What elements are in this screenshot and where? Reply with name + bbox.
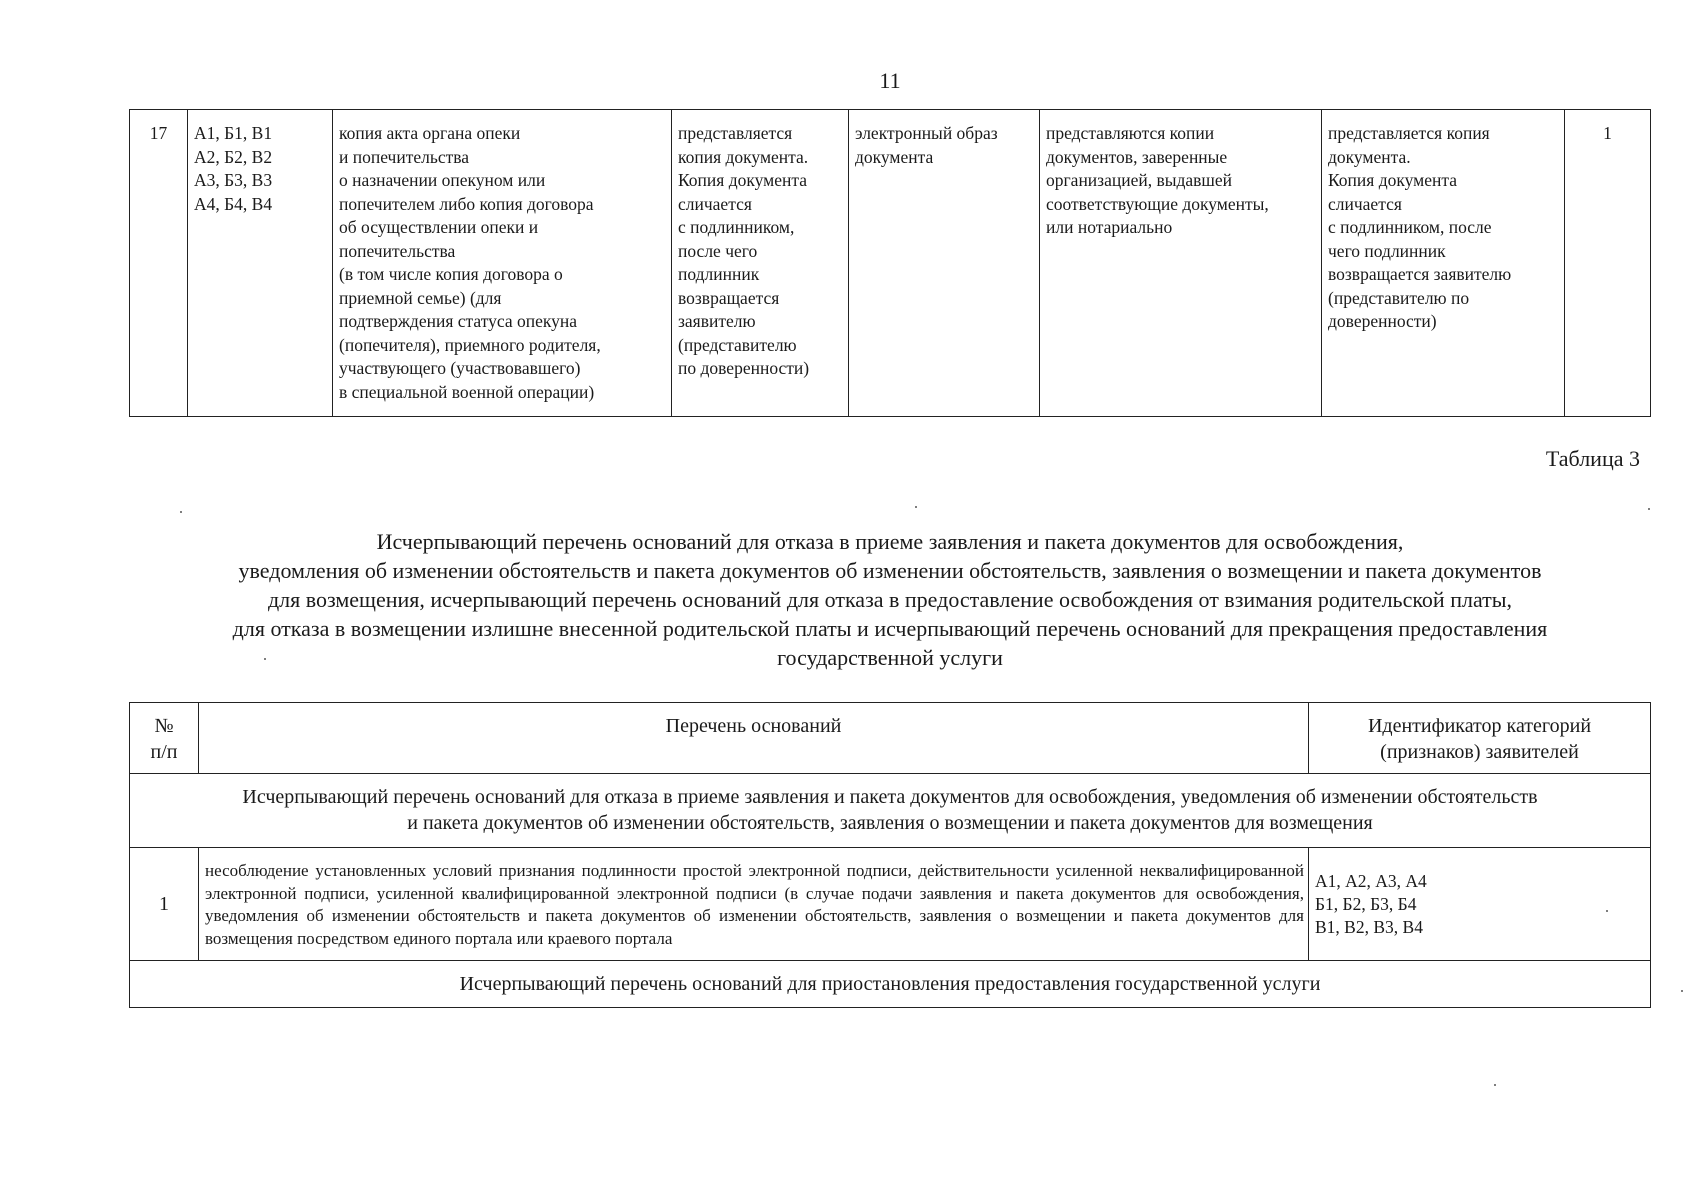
document-name-cell: копия акта органа опеки и попечительства о назначении опекуном или попечителем либо копия договора об осуществлении опеки и попечительства (в том числе копия договора о приемной семье) (для подтверждения статуса опекуна (попечителя), приемного родителя, участвующего (участвовавшего) в специальной военной операции) xyxy=(333,110,672,417)
count-cell: 1 xyxy=(1565,110,1651,417)
applicant-ids xyxy=(1309,848,1651,961)
heading-line: уведомления об изменении обстоятельств и пакета документов об изменении обстоятельств, заявления о возмещении и пакета документов xyxy=(238,558,1542,583)
documents-table-continuation xyxy=(129,109,1651,417)
header-ids: Идентификатор категорий (признаков) заявителей xyxy=(1309,703,1651,774)
section-row xyxy=(130,961,1651,1008)
grounds-table xyxy=(129,702,1651,1008)
copies-cell: представляются копии документов, заверенные организацией, выдавшей соответствующие документы, или нотариально xyxy=(1040,110,1322,417)
row-number: 17 xyxy=(130,110,188,417)
table-row xyxy=(130,110,1651,417)
heading-line: для отказа в возмещении излишне внесенной родительской платы и исчерпывающий перечень оснований для прекращения предоставления xyxy=(232,616,1548,641)
scan-speck xyxy=(1494,1084,1496,1086)
category-line: А4, Б4, В4 xyxy=(194,193,273,214)
basis-text: несоблюдение установленных условий признания подлинности простой электронной подписи, действительности усиленной неквалифицированной электронной подписи, усиленной квалифицированной электронной подписи (в случае подачи заявления и пакета документов для освобождения, уведомления об изменении обстоятельств и пакета документов об изменении обстоятельств, заявления о возмещении и пакета документов для возмещения посредством единого портала или краевого портала xyxy=(199,848,1309,961)
heading-line: государственной услуги xyxy=(777,645,1003,670)
mail-cell: представляется копия документа. Копия документа сличается с подлинником, после чего подлинник возвращается заявителю (представителю по доверенности) xyxy=(1322,110,1565,417)
heading-line: для возмещения, исчерпывающий перечень оснований для отказа в предоставление освобождения от взимания родительской платы, xyxy=(267,587,1513,612)
electronic-cell: электронный образ документа xyxy=(849,110,1040,417)
scan-speck xyxy=(1681,990,1683,992)
scan-speck xyxy=(915,506,917,508)
id-line: В1, В2, В3, В4 xyxy=(1315,916,1423,937)
table-heading xyxy=(129,527,1651,672)
id-line: Б1, Б2, Б3, Б4 xyxy=(1315,893,1417,914)
categories-cell xyxy=(188,110,333,417)
table-label: Таблица 3 xyxy=(1545,446,1640,471)
id-line: А1, А2, А3, А4 xyxy=(1315,870,1427,891)
scan-speck xyxy=(180,511,182,513)
category-line: А2, Б2, В2 xyxy=(194,146,273,167)
row-number: 1 xyxy=(130,848,199,961)
scan-speck xyxy=(264,658,266,660)
section-row xyxy=(130,774,1651,848)
header-row xyxy=(130,703,1651,774)
section-title-refusal: Исчерпывающий перечень оснований для отказа в приеме заявления и пакета документов для освобождения, уведомления об изменении обстоятельств и пакета документов об изменении обстоятельств, заявления о возмещении и пакета документов для возмещения xyxy=(130,774,1651,848)
category-line: А1, Б1, В1 xyxy=(194,123,273,143)
heading-line: Исчерпывающий перечень оснований для отказа в приеме заявления и пакета документов для освобождения, xyxy=(376,529,1404,554)
section-title-suspension: Исчерпывающий перечень оснований для приостановления предоставления государственной услуги xyxy=(130,961,1651,1008)
submission-cell: представляется копия документа. Копия документа сличается с подлинником, после чего подлинник возвращается заявителю (представителю по доверенности) xyxy=(672,110,849,417)
category-line: А3, Б3, В3 xyxy=(194,170,273,190)
header-bases: Перечень оснований xyxy=(199,703,1309,774)
table-row xyxy=(130,848,1651,961)
header-number: № п/п xyxy=(130,703,199,774)
page-number: 11 xyxy=(879,68,901,93)
scan-speck xyxy=(1648,508,1650,510)
scan-speck xyxy=(1606,910,1608,912)
